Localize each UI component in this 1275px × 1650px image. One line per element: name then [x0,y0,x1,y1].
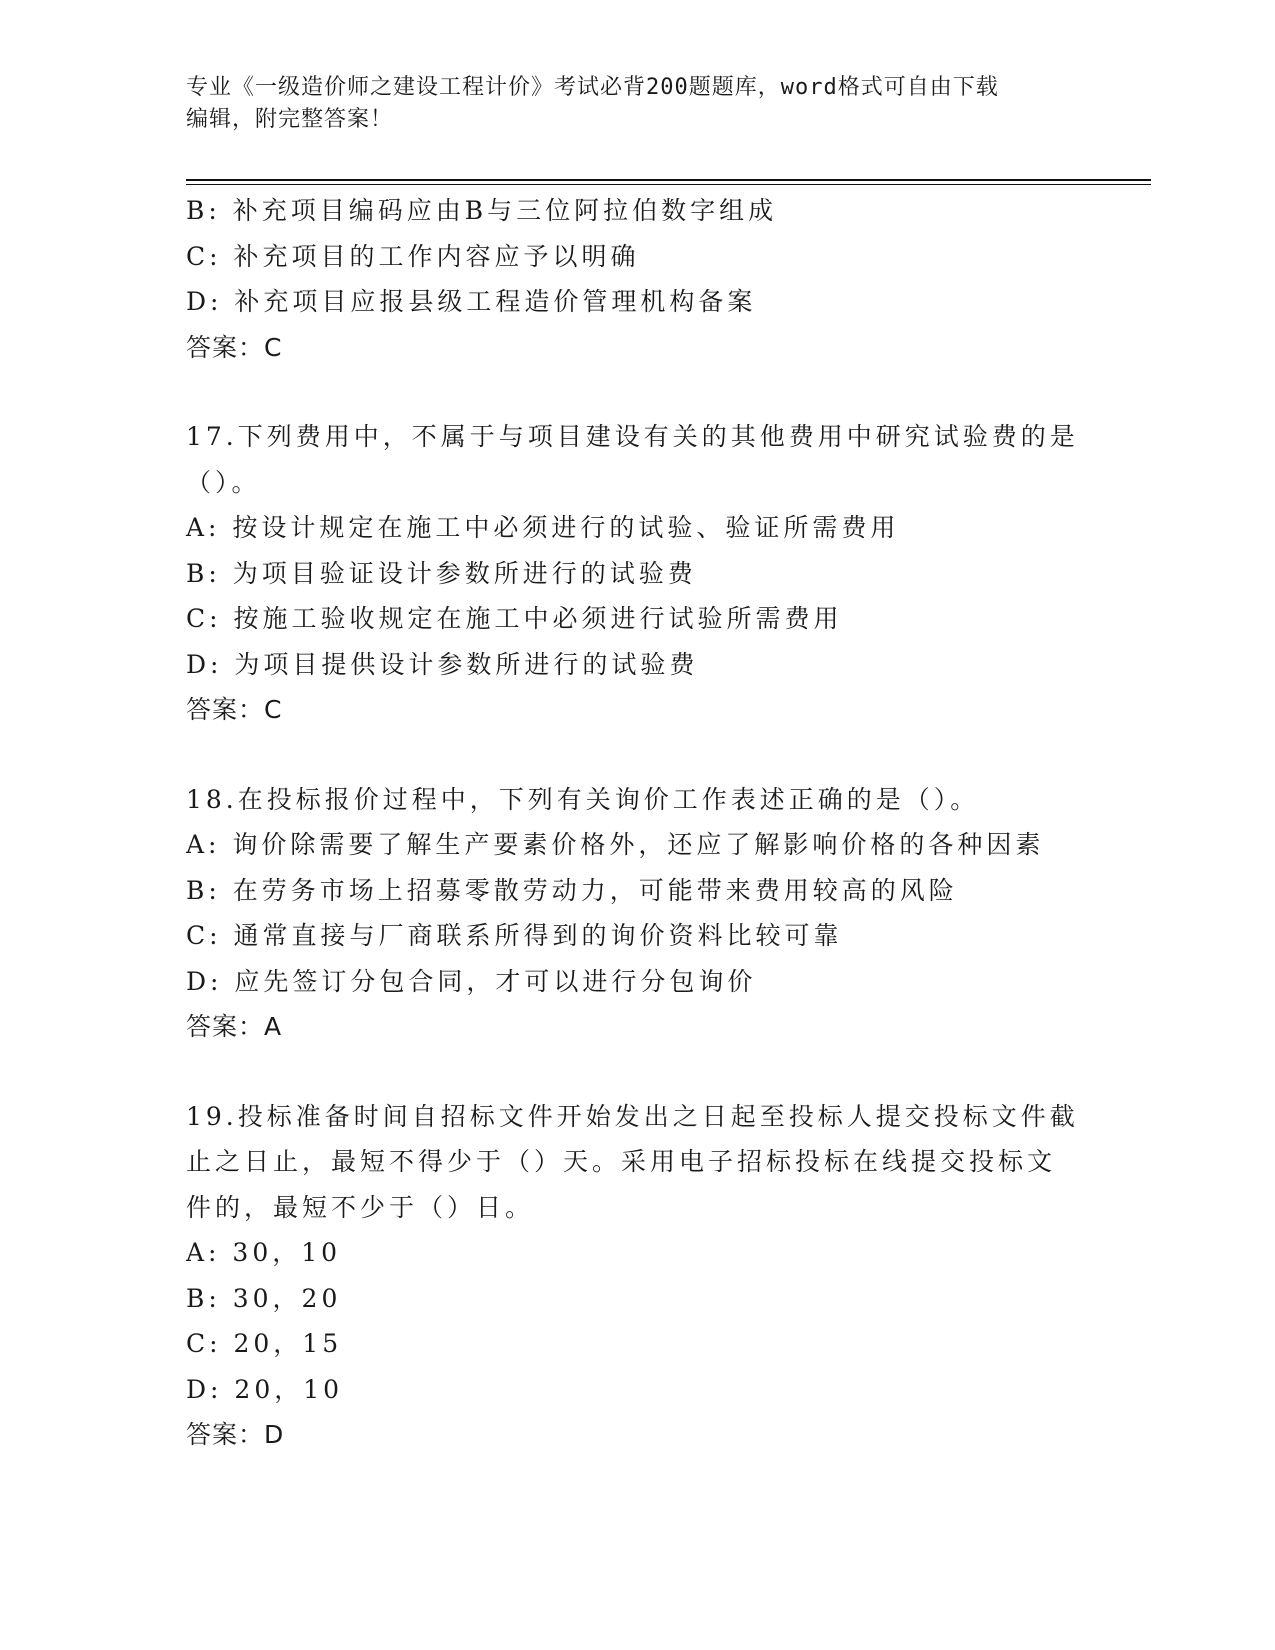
option-d: D: 为项目提供设计参数所进行的试验费 [186,649,699,679]
answer: 答案：C [186,695,283,724]
question-18 [186,777,1086,1050]
question-stem: 19.投标准备时间自招标文件开始发出之日起至投标人提交投标文件截 [186,1101,1079,1131]
question-stem: 17.下列费用中，不属于与项目建设有关的其他费用中研究试验费的是 [186,422,1079,451]
question-stem: 18.在投标报价过程中，下列有关询价工作表述正确的是（）。 [186,784,980,814]
option-d: D: 补充项目应报县级工程造价管理机构备案 [186,287,757,316]
option-a: A: 按设计规定在施工中必须进行的试验、验证所需费用 [186,513,900,542]
question-stem: 件的，最短不少于（）日。 [186,1192,535,1222]
header-line-2: 编辑，附完整答案！ [186,107,394,132]
question-list [186,188,1086,1458]
answer: 答案：D [186,1420,285,1449]
header-divider-thin [186,184,1151,185]
question-stem: 止之日止，最短不得少于（）天。采用电子招标投标在线提交投标文 [186,1147,1057,1176]
option-b: B: 为项目验证设计参数所进行的试验费 [186,558,697,588]
spacer [186,370,1086,414]
document-header [186,72,1066,136]
header-line-1: 专业《一级造价师之建设工程计价》考试必背200题题库，word格式可自由下载 [186,75,999,100]
header-divider-thick [186,179,1151,181]
question-17 [186,414,1086,733]
option-b: B: 在劳务市场上招募零散劳动力，可能带来费用较高的风险 [186,875,958,905]
answer: 答案：A [186,1012,283,1041]
answer: 答案：C [186,332,283,362]
spacer [186,733,1086,777]
option-a: A: 询价除需要了解生产要素价格外，还应了解影响价格的各种因素 [186,830,1045,859]
question-16-continuation [186,188,1086,370]
option-b: B: 30，20 [186,1283,342,1313]
option-c: C: 补充项目的工作内容应予以明确 [186,241,640,271]
spacer [186,1050,1086,1094]
option-b: B: 补充项目编码应由B与三位阿拉伯数字组成 [186,196,778,225]
option-c: C: 按施工验收规定在施工中必须进行试验所需费用 [186,604,843,633]
option-a: A: 30，10 [186,1238,342,1267]
question-19 [186,1094,1086,1458]
option-c: C: 通常直接与厂商联系所得到的询价资料比较可靠 [186,921,843,950]
option-d: D: 应先签订分包合同，才可以进行分包询价 [186,966,757,996]
option-c: C: 20，15 [186,1329,343,1358]
question-stem: （）。 [186,467,261,497]
option-d: D: 20，10 [186,1374,344,1404]
